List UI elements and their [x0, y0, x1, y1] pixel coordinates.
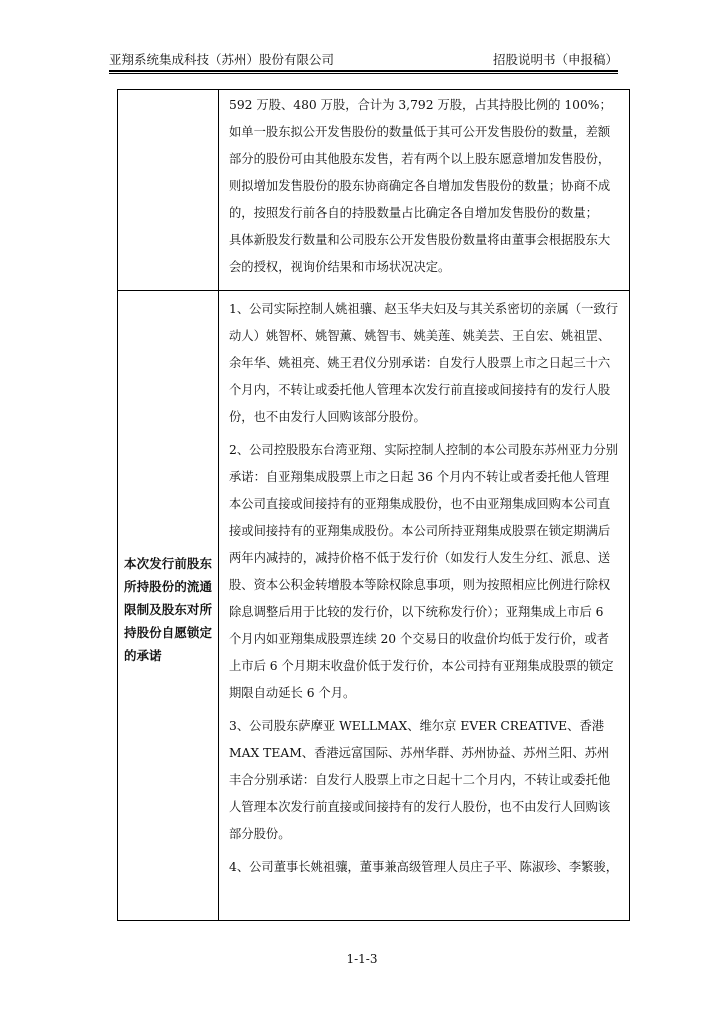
commitment-paragraph: 1、公司实际控制人姚祖骧、赵玉华夫妇及与其关系密切的亲属（一致行动人）姚智杯、姚智薰、姚智韦、姚美莲、姚美芸、王自宏、姚祖罡、余年华、姚祖亮、姚王君仪分别承诺：自发行人股票上市之日起三十六个月内，不转让或委托他人管理本次发行前直接或间接持有的发行人股份，也不由发行人回购该部分股份。 — [229, 302, 619, 424]
row1-paragraph: 592 万股、480 万股，合计为 3,792 万股，占其持股比例的 100%； — [229, 98, 612, 112]
commitment-paragraph: 3、公司股东萨摩亚 WELLMAX、维尔京 EVER CREATIVE、香港 MAX TEAM、香港远富国际、苏州华群、苏州协益、苏州兰阳、苏州丰合分别承诺：自发行人股票上市之日起十二个月内，不转让或委托他人管理本次发行前直接或间接持有的发行人股份，也不由发行人回购该部分股份。 — [229, 719, 611, 841]
row1-paragraph: 具体新股发行数量和公司股东公开发售股份数量将由董事会根据股东大会的授权，视询价结果和市场状况决定。 — [229, 233, 611, 274]
column-divider — [218, 90, 219, 920]
commitment-paragraph: 2、公司控股股东台湾亚翔、实际控制人控制的本公司股东苏州亚力分别承诺：自亚翔集成股票上市之日起 36 个月内不转让或者委托他人管理本公司直接或间接持有的亚翔集成股份，也不由亚翔集成回购本公司直接或间接持有的亚翔集成股份。本公司所持亚翔集成股票在锁定期满后两年内减持的，减持价格不低于发行价（如发行人发生分红、派息、送股、资本公积金转增股本等除权除息事项，则为按照相应比例进行除权除息调整后用于比较的发行价，以下统称发行价）；亚翔集成上市后 6 个月内如亚翔集成股票连续 20 个交易日的收盘价均低于发行价，或者上市后 6 个月期末收盘价低于发行价，本公司持有亚翔集成股票的锁定期限自动延长 6 个月。 — [229, 443, 619, 700]
row-divider — [118, 290, 629, 291]
header-rule — [109, 70, 618, 72]
document-title: 招股说明书（申报稿） — [492, 52, 618, 67]
row2-content — [229, 296, 619, 881]
row1-content — [229, 92, 619, 281]
commitment-paragraph: 4、公司董事长姚祖骧，董事兼高级管理人员庄子平、陈淑珍、李繁骏， — [229, 860, 619, 874]
content-table — [117, 89, 630, 921]
page-header — [109, 50, 618, 68]
company-name: 亚翔系统集成科技（苏州）股份有限公司 — [109, 52, 335, 67]
header-rule-thin — [109, 73, 618, 74]
row2-label: 本次发行前股东所持股份的流通限制及股东对所持股份自愿锁定的承诺 — [124, 556, 212, 663]
page-number: 1-1-3 — [346, 952, 378, 966]
row1-paragraph: 如单一股东拟公开发售股份的数量低于其可公开发售股份的数量，差额部分的股份可由其他股东发售，若有两个以上股东愿意增加发售股份，则拟增加发售股份的股东协商确定各自增加发售股份的数量；协商不成的，按照发行前各自的持股数量占比确定各自增加发售股份的数量； — [229, 125, 611, 220]
